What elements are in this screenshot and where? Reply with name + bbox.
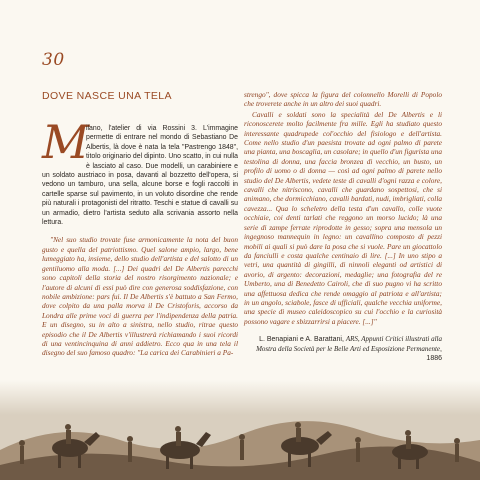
quote-right-continued: strengo", dove spicca la figura del colonnello Morelli di Popolo che troverete anche in un altro dei suoi quadri. xyxy=(244,90,442,109)
citation-title: ARS, Appunti Critici illustrati alla Mostra della Società per le Belle Arti ed Esposizione Permanente xyxy=(256,335,442,353)
citation-year: , 1886 xyxy=(426,345,442,363)
quote-left: "Nel suo studio trovate fuse armonicamente la nota del buon gusto e quella del patriottismo. Quel salone ampio, largo, bene lumeggiato ha, insieme, dello studio dell'artista e del salotto di un gentiluomo alla moda. [...] Dei quadri del De Albertis parecchi sono capitoli della storia del nostro risorgimento nazionale; e l'autore di alcuni di essi può dire con generosa soddisfazione, con nobile ambizione: pars fui. Il De Albertis s'è battuto a San Fermo, dove colpito da una palla morva il De Cristoforis, accorso da Londra alle prime voci di guerra per l'indipendenza della patria. E un disegno, su in alto a sinistra, nello studio, ritrae questo episodio che il De Albertis v'illustrerà richiamando i suoi ricordi di una ventincinquina di anni addietro. Ecco qua in una tela il disegno del suo famoso quadro: "La carica dei Carabinieri a Pa- xyxy=(42,235,238,358)
page-number: 30 xyxy=(42,50,65,70)
drop-cap: M xyxy=(42,115,90,169)
section-title: DOVE NASCE UNA TELA xyxy=(42,90,172,102)
left-column xyxy=(42,90,238,358)
intro-paragraph xyxy=(42,115,238,227)
battle-scene-illustration xyxy=(0,380,480,480)
citation xyxy=(244,335,442,364)
citation-authors: L. Benapiani e A. Barattani, xyxy=(259,336,346,344)
intro-text: ilano, l'atelier di via Rossini 3. L'immagine permette di entrare nel mondo di Sebastiano De Albertis, là dove è nata la tela "Pastrengo 1848", titolo originario del dipinto. Uno scatto, in cui nulla è lasciato al caso. Due modelli, un carabiniere e un soldato austriaco in posa, davanti al bozzetto dell'opera, si vedono un tamburo, una sella, alcune borse e fogli raccolti in cartelle sparse sul pavimento, in un voluto disordine che rende più naturali i protagonisti del ritratto. Teschi e statue di cavalli su un armadio, dietro l'artista seduto alla scrivania assorto nella lettura. xyxy=(42,125,238,227)
quote-right-paragraph: Cavalli e soldati sono la specialità del De Albertis e li riconoscerete molto facilmente fra mille. Egli ha studiato questo interessante quadrupede col'occhio del fisiologo e dell'artista. Come nello studio d'un paesista trovate ad ogni palmo di parete una pianta, una boscaglia, un casolare; in quello d'un figurista una testolina di donna, una faccia bronzea di vecchio, un busto, un profilo di uomo o di donna — così ad ogni palmo di parete nello studio del De Albertis, vedete teste di cavalli d'ogni razza e colore, cavalli che nitriscono, cavalli che guardano sospettosi, che si animano, che dormicchiano, cavalli bardati, nudi, imbrigliati, colla cavezza... Qua lo scheletro della testa d'un cavallo, colle vuote occhiaie, coi denti tarlati che reggono un morso lucido; là una serie di zampe ferrate riprodotte in gesso; sopra una mensola un ingegnoso mannequin in legno: un cavallino composto di pezzi mobili ai quali si può dare la posa che si vuole. Pare un giocattolo da fanciulli e costa qualche centinaio di lire. [...] In uno stipo a vetri, una quantità di gingilli, di ninnoli eleganti od artistici di avorio, di argento: decorazioni, medaglie; una fotografia del re Umberto, una di Benedetto Cairoli, che di suo pugno vi ha scritto una affettuosa dedica che rende omaggio al patriota e all'artista; in un angolo, sciabole, fasce di ufficiali, qualche vecchia uniforme, una specie di museo caleidoscopico su cui l'occhio e la curiosità possono vagare e sbizzarrirsi a piacere. [...]" xyxy=(244,109,442,326)
right-column xyxy=(244,90,442,364)
